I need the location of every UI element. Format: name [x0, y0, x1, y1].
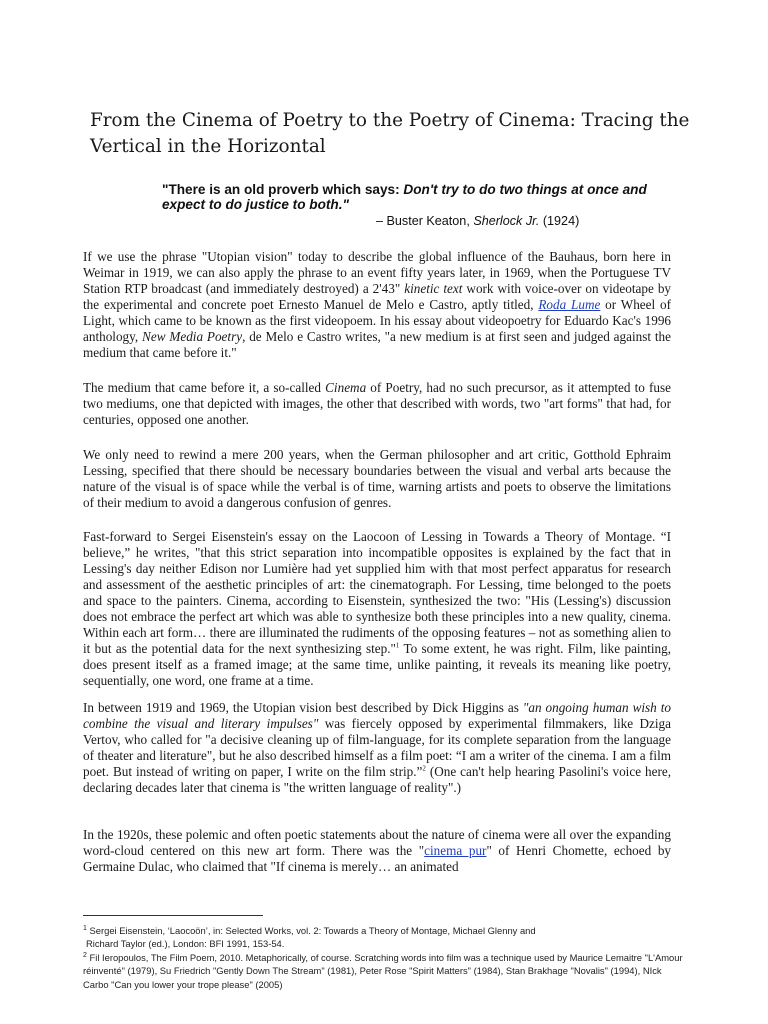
cinema-pur-link[interactable]: cinema pur — [424, 843, 487, 858]
p2-italic-cinema: Cinema — [325, 380, 367, 395]
p1-text-c: work with voice-over on videotape by the experimental and concrete poet Ernesto Manuel de Melo e Castro, aptly titled, — [83, 281, 672, 312]
p5-text-d: (One can't help hearing Pasolini's voice here, declaring decades later that cinema is "the written language of reality".) — [83, 764, 671, 795]
footnote-2 — [83, 951, 683, 991]
p4-text-b: To some extent, he was right. Film, like painting, does present itself as a framed image; at the same time, unlike painting, it reveals its meaning like poetry, sequentially, one word, one frame at a time. — [83, 641, 671, 688]
p1-italic-new-media-poetry: New Media Poetry — [142, 329, 243, 344]
paragraph-5 — [83, 700, 671, 796]
paragraph-6 — [83, 827, 671, 875]
footnote-2-number: 2 — [83, 951, 87, 959]
footnote-1-line-1: Sergei Eisenstein, ‘Laocoön’, in: Selected Works, vol. 2: Towards a Theory of Montage, Michael Glenny and — [86, 925, 536, 936]
footnote-1-number: 1 — [83, 924, 87, 932]
epigraph-attribution — [376, 213, 696, 229]
attribution-year: (1924) — [539, 214, 580, 228]
paragraph-3: We only need to rewind a mere 200 years, when the German philosopher and art critic, Gotthold Ephraim Lessing, specified that there should be necessary boundaries between the visual and verbal arts because the nature of the visual is of space while the verbal is of time, warning artists and poets to observe the limitations of their medium to avoid a dangerous confusion of genres. — [83, 447, 671, 510]
p1-text-d: or Wheel of Light, which came to be known as the first videopoem. In his essay about videopoetry for Eduardo Kac's 1996 anthology, — [83, 297, 671, 344]
footnote-ref-1[interactable]: 1 — [395, 641, 400, 650]
footnote-divider — [83, 915, 263, 916]
p1-text-a: If we use the phrase "Utopian vision" today to describe the global influence of the Bauhaus, born here in Weimar in 1919, we can also apply the phrase to an event fifty years later, in 1969, when the Portuguese TV Station RTP broadcast (and immediately destroyed) a 2'43" — [83, 249, 671, 296]
p4-text-a: Fast-forward to Sergei Eisenstein's essay on the Laocoon of Lessing in Towards a Theory of Montage. “I believe,” he writes, "that this strict separation into incompatible opposites is explained by the fact that in Lessing's day neither Edison nor Lumière had yet supplied him with that most perfect apparatus for research and assessment of the aesthetic principles of art: the cinematograph. For Lessing, time belonged to the poets and space to the painters. Cinema, according to Eisenstein, synthesized the two: "His (Lessing's) discussion does not embrace the perfect art which was able to synthesize both these principles into a new quality, cinema. Within each art form… there are illuminated the rudiments of the opposing features – not as something alien to it but as the potential data for the next synthesizing step." — [83, 529, 671, 656]
p1-italic-kinetic-text: kinetic text — [404, 281, 463, 296]
epigraph-proverb: Don't try to do two things at once and expect to do justice to both." — [162, 182, 647, 212]
p5-text-a: In between 1919 and 1969, the Utopian vision best described by Dick Higgins as — [83, 700, 523, 715]
attribution-work: Sherlock Jr. — [473, 214, 540, 228]
p5-text-c: was fiercely opposed by experimental filmmakers, like Dziga Vertov, who called for "a decisive cleaning up of film-language, for its complete separation from the language of theater and literature", but he also described himself as a film poet: “I am a writer of the cinema. I am a film poet. But instead of writing on paper, I write on the film strip.” — [83, 716, 671, 779]
p2-text-c: of Poetry, had no such precursor, as it attempted to fuse two mediums, one that depicted with images, the other that described with words, two "art forms" that had, for centuries, opposed one another. — [83, 380, 671, 427]
footnote-1-line-2: Richard Taylor (ed.), London: BFI 1991, 153-54. — [86, 938, 285, 950]
footnote-2-text: Fil Ieropoulos, The Film Poem, 2010. Metaphorically, of course. Scratching words into film was a technique used by Maurice Lemaitre "L'Amour réinventé" (1979), Su Friedrich "Gently Down The Stream" (1981), Peter Rose "Spirit Matters" (1984), Stan Brakhage "Novalis" (1994), NIck Carbo "Can you lower your trope please" (2005) — [83, 951, 683, 990]
document-title: From the Cinema of Poetry to the Poetry of Cinema: Tracing the Vertical in the Horizontal — [90, 110, 690, 157]
p6-text-b: " of Henri Chomette, echoed by Germaine Dulac, who claimed that "If cinema is merely… an animated — [83, 843, 672, 874]
epigraph-lead: "There is an old proverb which says: — [162, 182, 404, 197]
p5-italic-quote: "an ongoing human wish to combine the visual and literary impulses" — [83, 700, 671, 731]
p1-text-f: , de Melo e Castro writes, "a new medium is at first seen and judged against the medium that came before it." — [83, 329, 672, 360]
paragraph-4 — [83, 529, 671, 689]
footnote-1-continued — [83, 937, 683, 950]
footnote-ref-2[interactable]: 2 — [422, 764, 426, 773]
paragraph-1 — [83, 249, 671, 361]
attribution-author: – Buster Keaton, — [376, 214, 474, 228]
epigraph-quote — [162, 182, 682, 212]
p2-text-a: The medium that came before it, a so-called — [83, 380, 326, 395]
footnotes — [83, 924, 683, 991]
p6-text-a: In the 1920s, these polemic and often poetic statements about the nature of cinema were all over the expanding word-cloud centered on this new art form. There was the " — [83, 827, 671, 858]
footnote-1 — [83, 924, 683, 937]
paragraph-2 — [83, 380, 671, 428]
roda-lume-link[interactable]: Roda Lume — [538, 297, 601, 312]
